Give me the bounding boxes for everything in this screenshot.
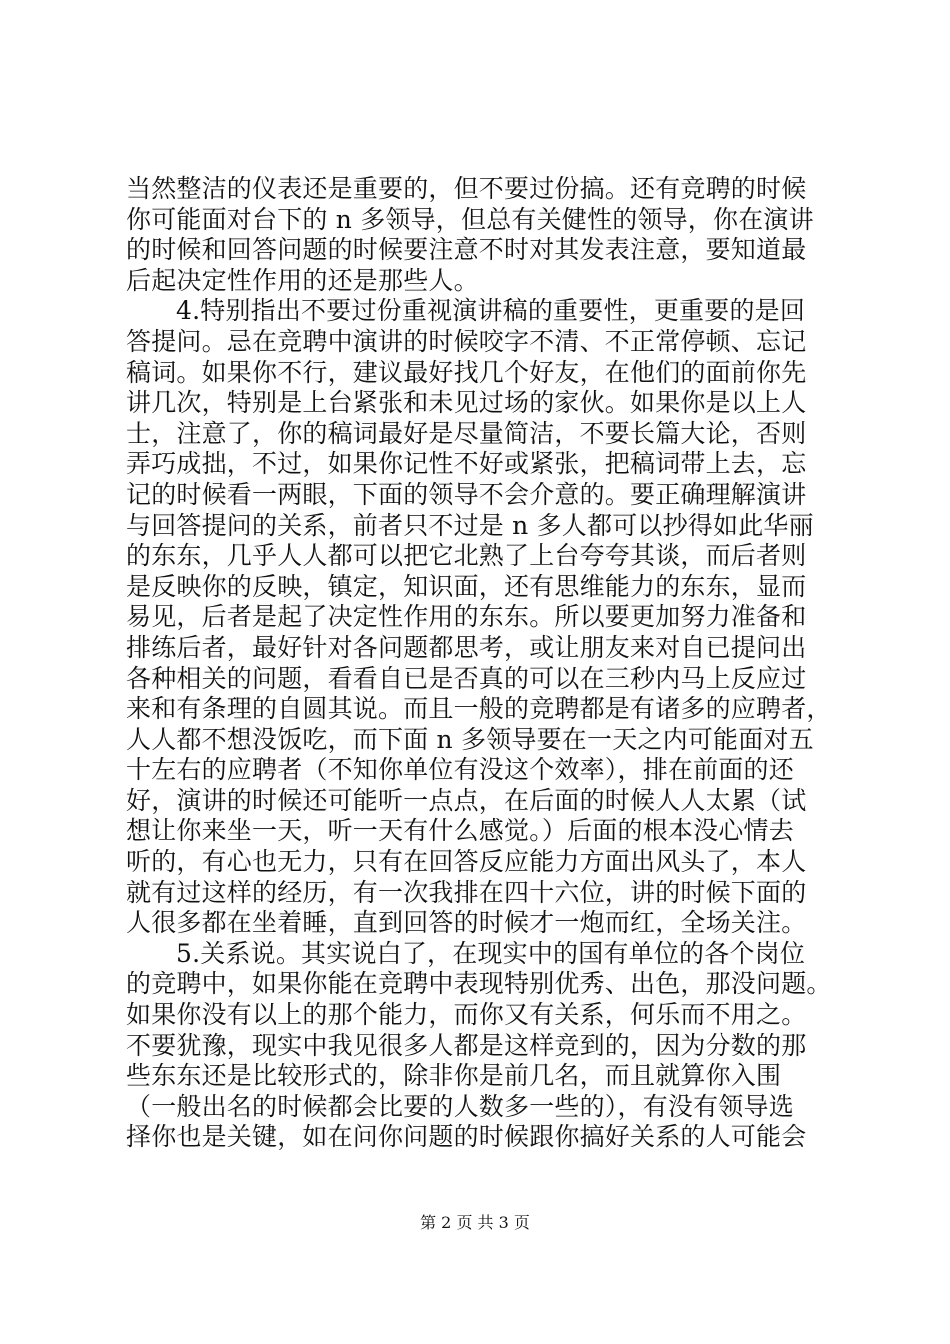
text-line: 你可能面对台下的 n 多领导，但总有关健性的领导，你在演讲 — [126, 204, 814, 234]
text-line: 的时候和回答问题的时候要注意不时对其发表注意，要知道最 — [126, 235, 807, 265]
text-line: 记的时候看一两眼，下面的领导不会介意的。要正确理解演讲 — [126, 479, 807, 509]
text-line: 如果你没有以上的那个能力，而你又有关系，何乐而不用之。 — [126, 1000, 807, 1030]
text-line: 各种相关的问题，看看自已是否真的可以在三秒内马上反应过 — [126, 663, 807, 693]
text-line: 的东东，几乎人人都可以把它北熟了上台夸夸其谈，而后者则 — [126, 541, 807, 571]
text-line: 来和有条理的自圆其说。而且一般的竞聘都是有诸多的应聘者， — [126, 694, 832, 724]
text-line: 弄巧成拙，不过，如果你记性不好或紧张，把稿词带上去，忘 — [126, 449, 807, 479]
text-line: 易见，后者是起了决定性作用的东东。所以要更加努力准备和 — [126, 602, 807, 632]
text-line: 听的，有心也无力，只有在回答反应能力方面出风头了，本人 — [126, 847, 807, 877]
text-line: 人很多都在坐着睡，直到回答的时候才一炮而红，全场关注。 — [126, 908, 807, 938]
text-line: 的竞聘中，如果你能在竞聘中表现特别优秀、出色，那没问题。 — [126, 969, 832, 999]
text-line: 排练后者，最好针对各问题都思考，或让朋友来对自已提问出 — [126, 632, 807, 662]
text-line: 5.关系说。其实说白了，在现实中的国有单位的各个岗位 — [176, 938, 806, 968]
text-line: 就有过这样的经历，有一次我排在四十六位，讲的时候下面的 — [126, 877, 807, 907]
text-line: 十左右的应聘者（不知你单位有没这个效率），排在前面的还 — [126, 755, 794, 785]
text-line: 好，演讲的时候还可能听一点点，在后面的时候人人太累（试 — [126, 785, 807, 815]
text-line: 择你也是关键，如在问你问题的时候跟你搞好关系的人可能会 — [126, 1122, 807, 1152]
page-footer: 第 2 页 共 3 页 — [420, 1213, 530, 1232]
text-line: 想让你来坐一天，听一天有什么感觉。）后面的根本没心情去 — [126, 816, 794, 846]
text-line: 稿词。如果你不行，建议最好找几个好友，在他们的面前你先 — [126, 357, 807, 387]
document-body — [126, 174, 832, 1153]
text-line: 后起决定性作用的还是那些人。 — [126, 265, 479, 295]
text-line: （一般出名的时候都会比要的人数多一些的），有没有领导选 — [126, 1091, 794, 1121]
text-line: 答提问。忌在竞聘中演讲的时候咬字不清、不正常停顿、忘记 — [126, 326, 807, 356]
text-line: 人人都不想没饭吃，而下面 n 多领导要在一天之内可能面对五 — [126, 724, 814, 754]
text-line: 讲几次，特别是上台紧张和未见过场的家伙。如果你是以上人 — [126, 388, 807, 418]
text-line: 4.特别指出不要过份重视演讲稿的重要性，更重要的是回 — [176, 296, 806, 326]
text-line: 当然整洁的仪表还是重要的，但不要过份搞。还有竞聘的时候 — [126, 174, 807, 203]
text-line: 不要犹豫，现实中我见很多人都是这样竞到的，因为分数的那 — [126, 1030, 807, 1060]
text-line: 与回答提问的关系，前者只不过是 n 多人都可以抄得如此华丽 — [126, 510, 814, 540]
text-line: 士，注意了，你的稿词最好是尽量简洁，不要长篇大论，否则 — [126, 418, 807, 448]
text-line: 是反映你的反映，镇定，知识面，还有思维能力的东东，显而 — [126, 571, 807, 601]
text-line: 些东东还是比较形式的，除非你是前几名，而且就算你入围 — [126, 1061, 782, 1091]
